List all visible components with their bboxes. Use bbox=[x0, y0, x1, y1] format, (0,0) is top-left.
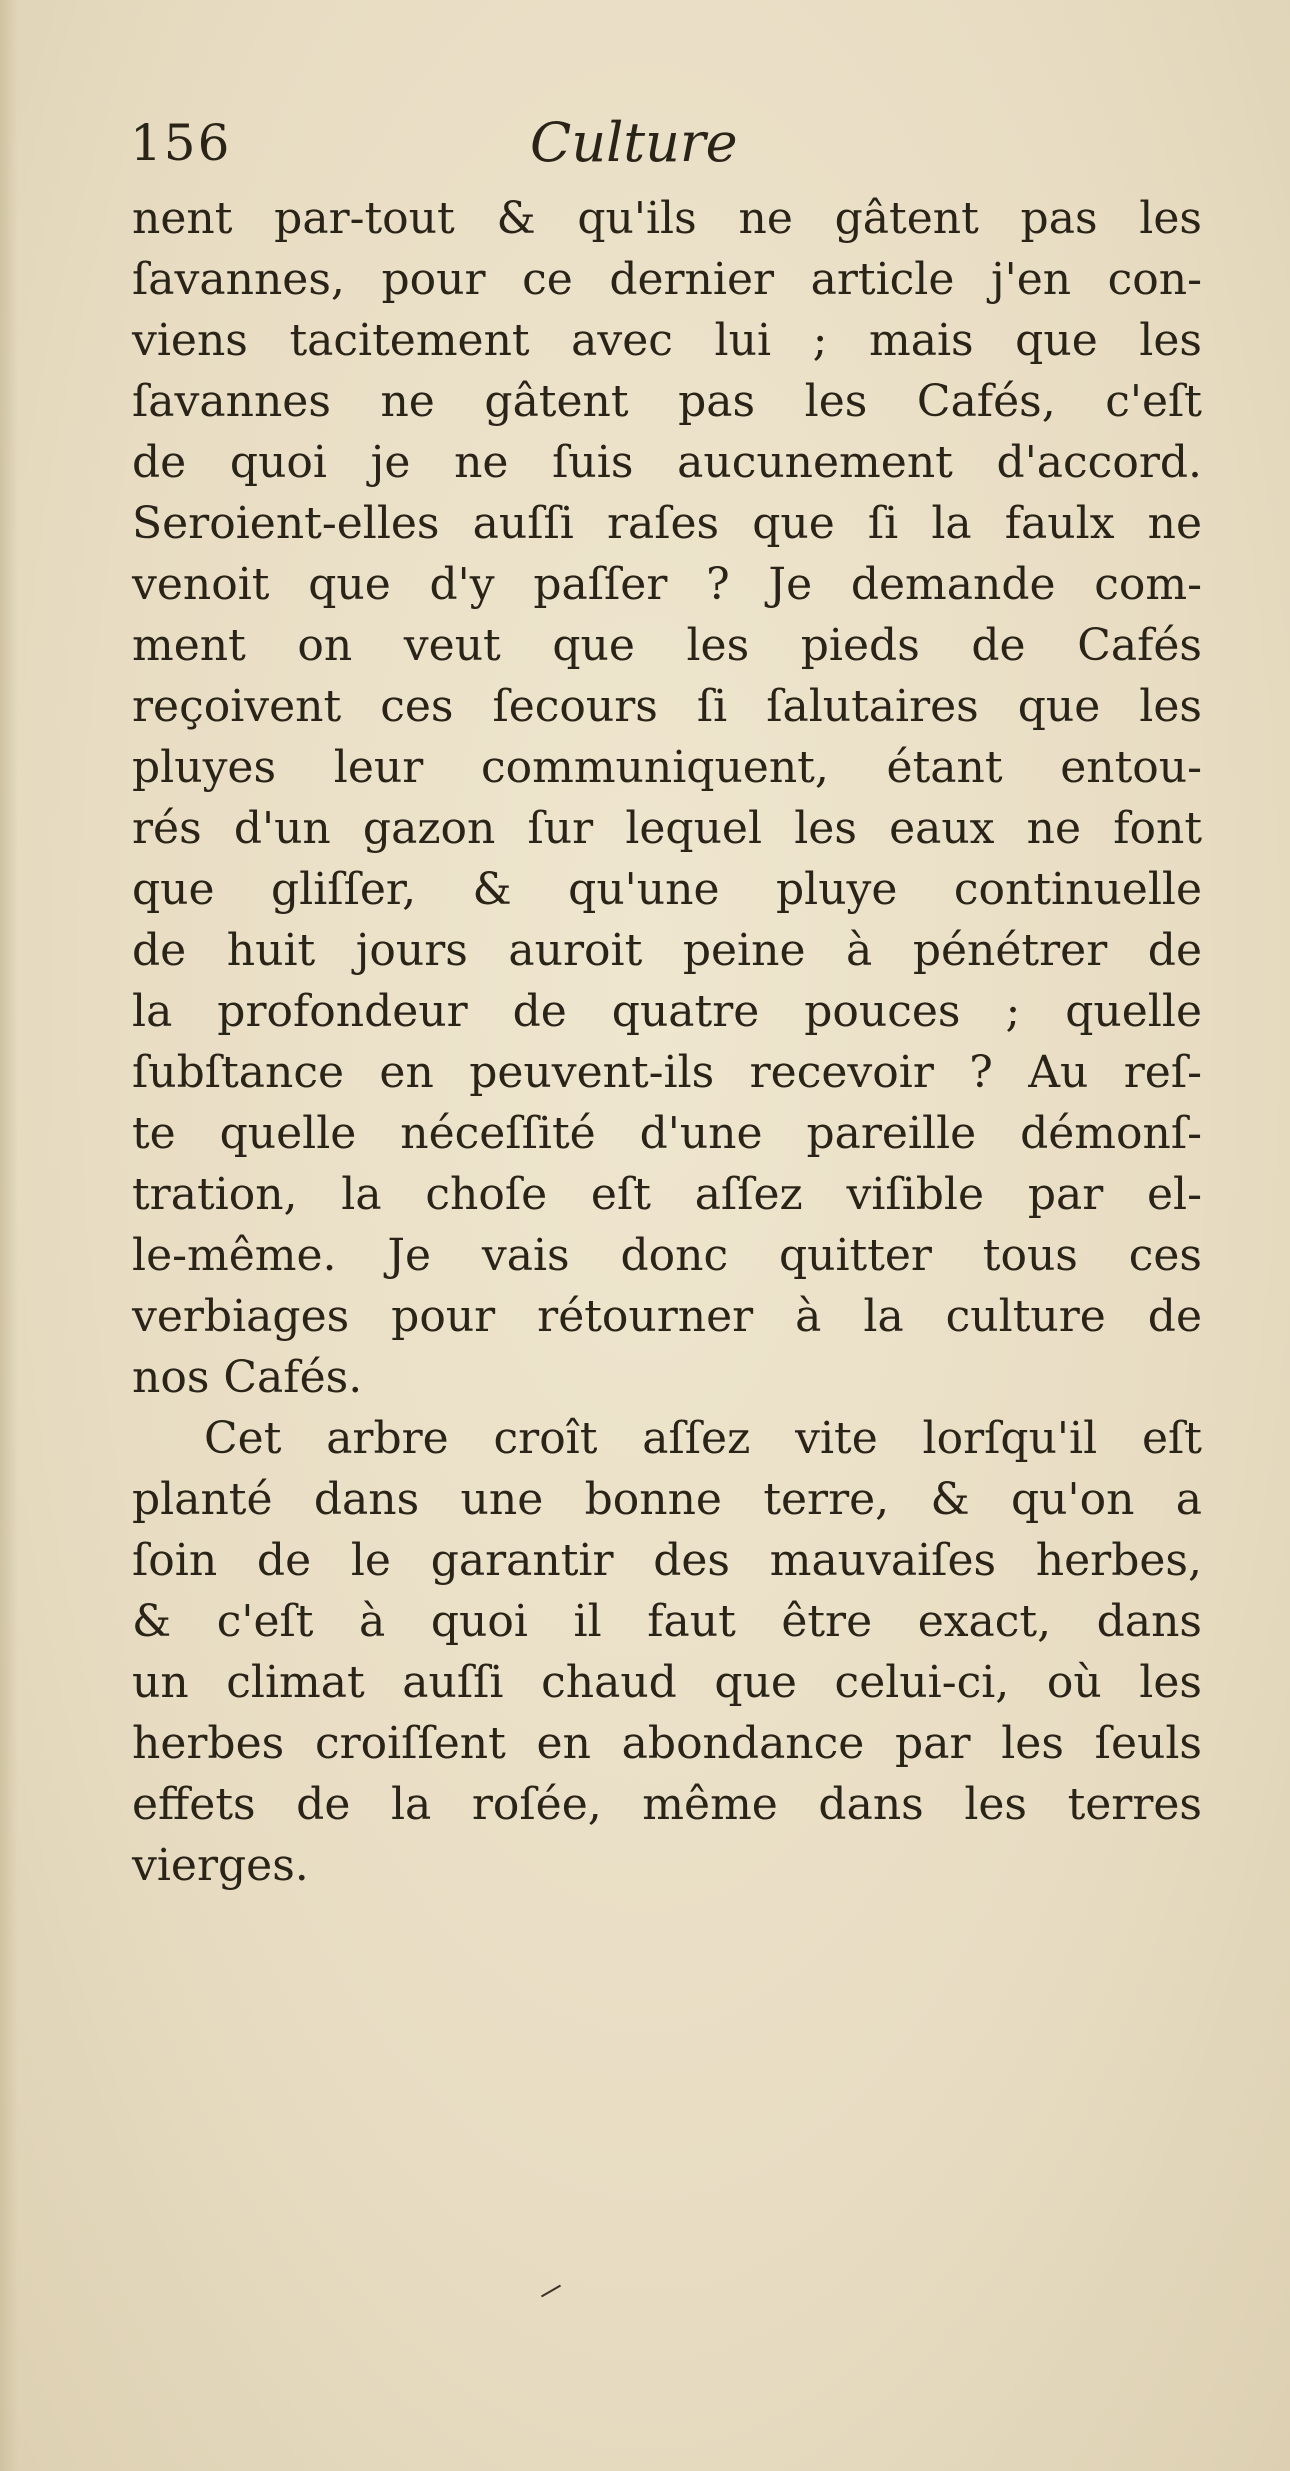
text-line: effets de la roſée, même dans les terres bbox=[132, 1779, 1202, 1830]
text-line: vierges. bbox=[132, 1840, 309, 1891]
text-line: le-même. Je vais donc quitter tous ces bbox=[132, 1230, 1202, 1281]
page-header bbox=[130, 108, 1190, 178]
page-edge-shadow bbox=[0, 0, 18, 2471]
text-line: planté dans une bonne terre, & qu'on a bbox=[132, 1474, 1202, 1525]
text-line: te quelle néceſſité d'une pareille démonſ- bbox=[132, 1108, 1202, 1159]
text-line: Cet arbre croît aſſez vite lorſqu'il eſt bbox=[204, 1413, 1202, 1464]
text-line: herbes croiſſent en abondance par les ſeuls bbox=[132, 1718, 1202, 1769]
body-text bbox=[132, 188, 1202, 1896]
ink-mark bbox=[541, 2285, 561, 2298]
text-line: venoit que d'y paſſer ? Je demande com- bbox=[132, 559, 1202, 610]
text-line: la profondeur de quatre pouces ; quelle bbox=[132, 986, 1202, 1037]
text-line: ment on veut que les pieds de Cafés bbox=[132, 620, 1202, 671]
text-line: Seroient-elles auſſi raſes que ſi la faulx ne bbox=[132, 498, 1202, 549]
text-line: viens tacitement avec lui ; mais que les bbox=[132, 315, 1202, 366]
text-line: nent par-tout & qu'ils ne gâtent pas les bbox=[132, 193, 1202, 244]
text-line: ſavannes ne gâtent pas les Cafés, c'eſt bbox=[132, 376, 1202, 427]
running-head: Culture bbox=[530, 111, 738, 174]
text-line: de huit jours auroit peine à pénétrer de bbox=[132, 925, 1202, 976]
text-line: de quoi je ne ſuis aucunement d'accord. bbox=[132, 437, 1202, 488]
text-line: rés d'un gazon ſur lequel les eaux ne font bbox=[132, 803, 1202, 854]
text-line: reçoivent ces ſecours ſi ſalutaires que les bbox=[132, 681, 1202, 732]
text-line: tration, la choſe eſt aſſez viſible par el- bbox=[132, 1169, 1202, 1220]
text-line: & c'eſt à quoi il faut être exact, dans bbox=[132, 1596, 1202, 1647]
text-line: ſavannes, pour ce dernier article j'en con- bbox=[132, 254, 1202, 305]
text-line: un climat auſſi chaud que celui-ci, où les bbox=[132, 1657, 1202, 1708]
text-line: verbiages pour rétourner à la culture de bbox=[132, 1291, 1202, 1342]
page-number: 156 bbox=[130, 114, 232, 172]
text-line: ſoin de le garantir des mauvaiſes herbes, bbox=[132, 1535, 1202, 1586]
text-line: ſubſtance en peuvent-ils recevoir ? Au reſ- bbox=[132, 1047, 1202, 1098]
text-line: pluyes leur communiquent, étant entou- bbox=[132, 742, 1202, 793]
text-line: que gliſſer, & qu'une pluye continuelle bbox=[132, 864, 1202, 915]
text-line: nos Cafés. bbox=[132, 1352, 363, 1403]
